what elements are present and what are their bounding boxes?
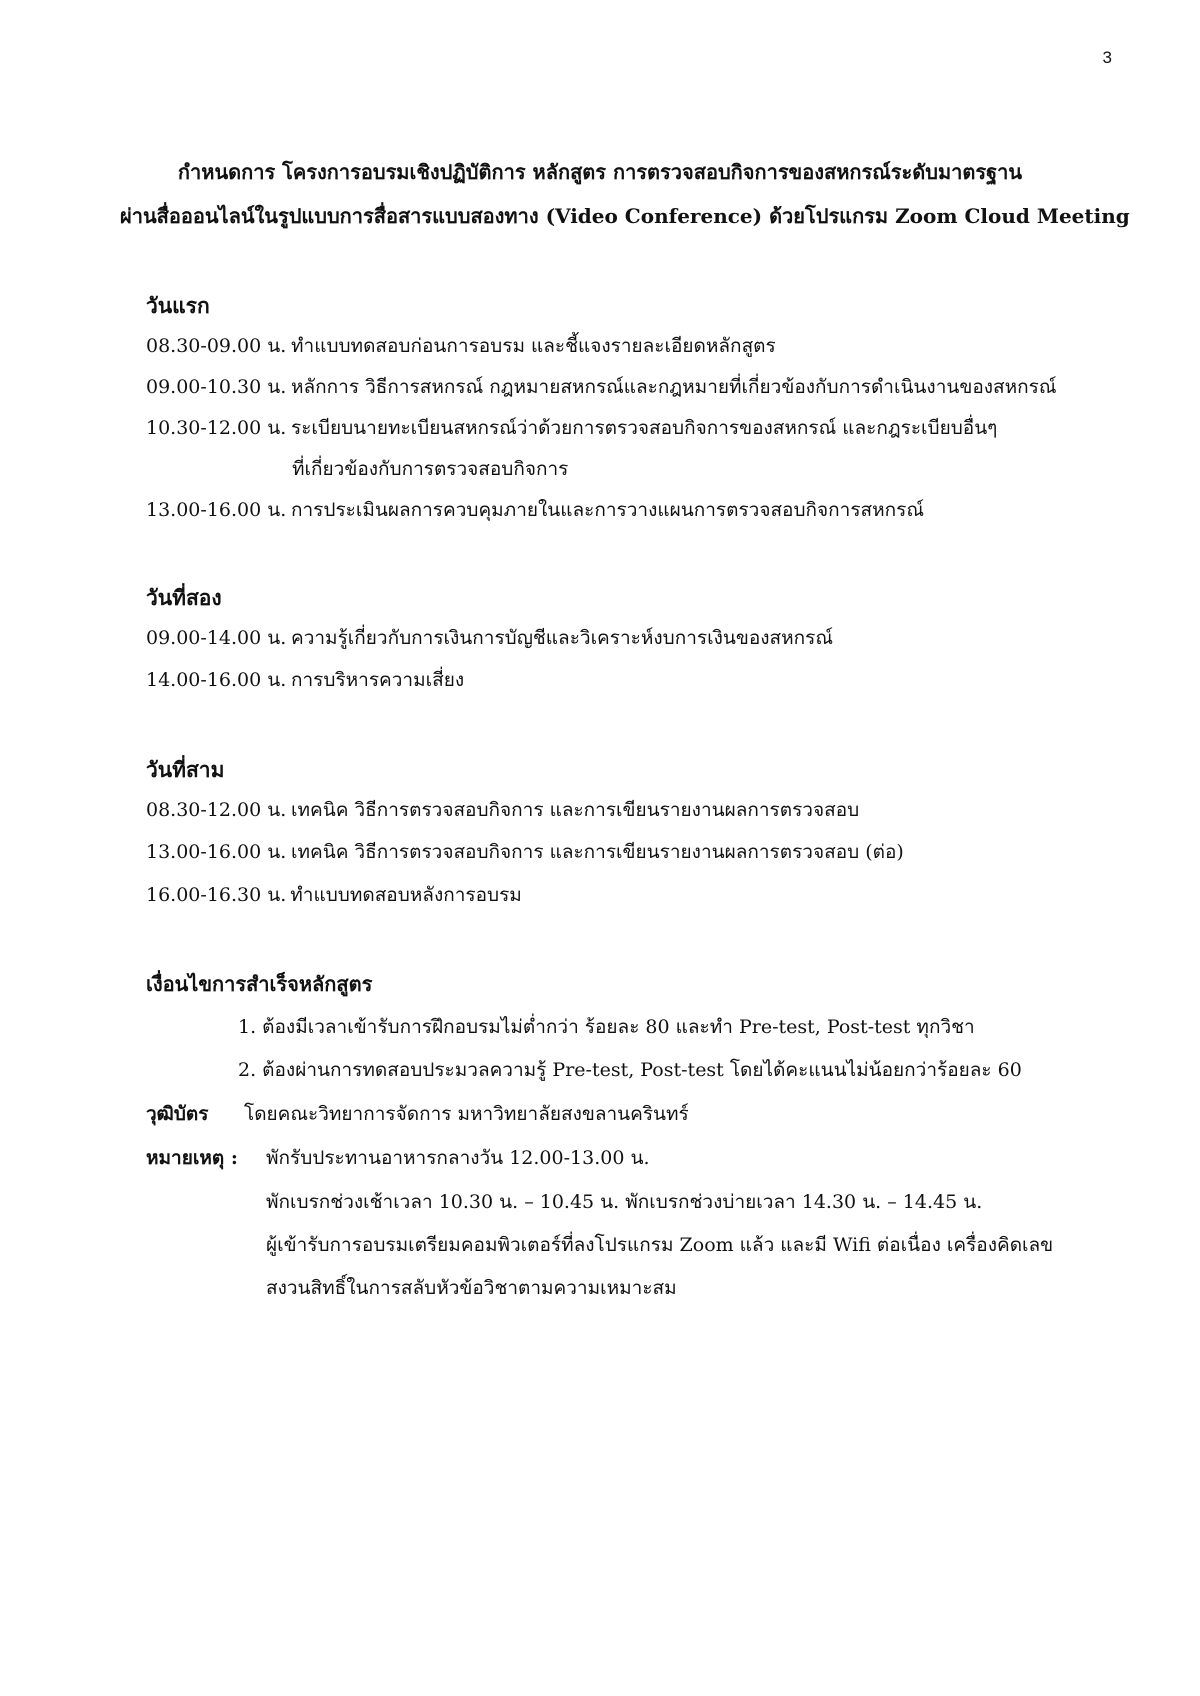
schedule-desc: เทคนิค วิธีการตรวจสอบกิจการ และการเขียนรายงานผลการตรวจสอบ [291,799,860,821]
schedule-desc: เทคนิค วิธีการตรวจสอบกิจการ และการเขียนรายงานผลการตรวจสอบ (ต่อ) [291,841,904,863]
schedule-desc: ระเบียบนายทะเบียนสหกรณ์ว่าด้วยการตรวจสอบกิจการของสหกรณ์ และกฎระเบียบอื่นๆ [291,417,998,439]
schedule-time: 08.30-12.00 น. [146,799,287,821]
day-3-heading: วันที่สาม [146,757,225,782]
schedule-row [146,371,1146,403]
schedule-desc: ความรู้เกี่ยวกับการเงินการบัญชีและวิเคราะห์งบการเงินของสหกรณ์ [291,627,833,649]
schedule-row [146,412,1146,444]
schedule-row [146,664,1146,696]
schedule-desc: ทำแบบทดสอบหลังการอบรม [290,884,522,906]
page-number: 3 [1102,48,1112,67]
day-1-heading: วันแรก [146,293,210,318]
condition-item: 2. ต้องผ่านการทดสอบประมวลความรู้ Pre-test, Post-test โดยได้คะแนนไม่น้อยกว่าร้อยละ 60 [238,1059,1022,1081]
certificate-label: วุฒิบัตร [146,1103,209,1125]
schedule-row [146,494,1146,526]
schedule-desc-continuation: ที่เกี่ยวข้องกับการตรวจสอบกิจการ [292,458,569,480]
schedule-time: 09.00-14.00 น. [146,627,287,649]
schedule-time: 16.00-16.30 น. [146,884,287,906]
certificate-row [146,1099,689,1129]
schedule-time: 13.00-16.00 น. [146,841,287,863]
schedule-row [146,879,1146,911]
day-2-heading: วันที่สอง [146,585,222,610]
notes-row [146,1143,650,1173]
title-line-1: กำหนดการ โครงการอบรมเชิงปฏิบัติการ หลักสูตร การตรวจสอบกิจการของสหกรณ์ระดับมาตรฐาน [177,160,1023,184]
schedule-row [146,836,1146,868]
certificate-text: โดยคณะวิทยาการจัดการ มหาวิทยาลัยสงขลานครินทร์ [244,1103,689,1125]
note-line: สงวนสิทธิ์ในการสลับหัวข้อวิชาตามความเหมาะสม [266,1277,677,1299]
notes-label: หมายเหตุ : [146,1147,238,1169]
schedule-row [146,330,1146,362]
schedule-row [146,794,1146,826]
schedule-time: 13.00-16.00 น. [146,499,287,521]
schedule-time: 08.30-09.00 น. [146,335,287,357]
note-line: พักเบรกช่วงเช้าเวลา 10.30 น. – 10.45 น. พักเบรกช่วงบ่ายเวลา 14.30 น. – 14.45 น. [266,1191,983,1213]
schedule-time: 09.00-10.30 น. [146,376,287,398]
schedule-desc: ทำแบบทดสอบก่อนการอบรม และชี้แจงรายละเอียดหลักสูตร [291,335,776,357]
document-title [120,150,1130,238]
condition-item: 1. ต้องมีเวลาเข้ารับการฝึกอบรมไม่ต่ำกว่า ร้อยละ 80 และทำ Pre-test, Post-test ทุกวิชา [238,1016,975,1038]
schedule-desc: การประเมินผลการควบคุมภายในและการวางแผนการตรวจสอบกิจการสหกรณ์ [291,499,924,521]
schedule-time: 10.30-12.00 น. [146,417,287,439]
schedule-desc: การบริหารความเสี่ยง [291,669,465,691]
schedule-desc: หลักการ วิธีการสหกรณ์ กฎหมายสหกรณ์และกฎหมายที่เกี่ยวข้องกับการดำเนินงานของสหกรณ์ [291,376,1057,398]
note-line: ผู้เข้ารับการอบรมเตรียมคอมพิวเตอร์ที่ลงโปรแกรม Zoom แล้ว และมี Wifi ต่อเนื่อง เครื่องคิดเลข [266,1234,1054,1256]
note-line: พักรับประทานอาหารกลางวัน 12.00-13.00 น. [266,1147,650,1169]
schedule-row [146,622,1146,654]
title-line-2: ผ่านสื่อออนไลน์ในรูปแบบการสื่อสารแบบสองทาง (Video Conference) ด้วยโปรแกรม Zoom Cloud Meeting [120,204,1130,228]
completion-conditions-heading: เงื่อนไขการสำเร็จหลักสูตร [146,972,373,996]
schedule-time: 14.00-16.00 น. [146,669,287,691]
